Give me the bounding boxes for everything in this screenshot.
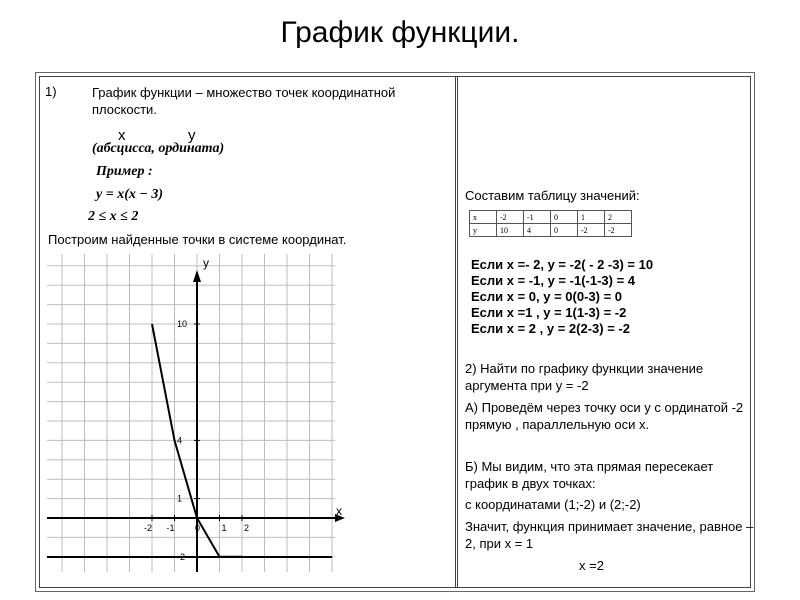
function-graph [47,254,355,572]
table-cell: y [470,224,497,237]
table-cell: -2 [605,224,632,237]
y-axis-label: y [203,256,209,270]
content-frame-inner [39,76,754,588]
table-cell: 2 [605,211,632,224]
definition-text: График функции – множество точек координатной плоскости. [92,85,396,117]
table-cell: 0 [551,211,578,224]
y-tick-label: 4 [177,435,183,446]
x-tick-label: 2 [244,523,250,533]
y-tick-label: 1 [177,493,183,504]
table-intro: Составим таблицу значений: [465,188,640,203]
task-2-text: 2) Найти по графику функции значение аргумента при y = -2 [465,361,704,393]
column-divider [455,77,458,587]
function-formula: y = x(x − 3) [96,187,163,202]
table-cell: -1 [524,211,551,224]
table-row [470,224,632,237]
step-b-coords: с координатами (1;-2) и (2;-2) [465,497,641,512]
example-label: Пример : [96,164,153,179]
item-number: 1) [45,84,57,99]
y-tick-label: -2 [177,551,186,562]
conclusion-text: Значит, функция принимает значение, равное – 2, при x = 1 [465,519,754,551]
y-tick-label: 10 [177,319,188,329]
x-tick-label: -1 [166,523,175,533]
calc-line: Если x = 0, y = 0(0-3) = 0 [471,289,623,304]
step-b-text: Б) Мы видим, что эта прямая пересекает график в двух точках: [465,459,714,491]
coord-formula: (абсцисса, ордината) [92,141,225,156]
calc-line: Если x =1 , y = 1(1-3) = -2 [471,305,627,320]
content-frame [35,72,755,592]
table-row [470,211,632,224]
x-tick-label: 1 [221,523,227,533]
table-cell: 10 [497,224,524,237]
table-cell: -2 [578,224,605,237]
domain-formula: 2 ≤ x ≤ 2 [88,209,139,224]
table-cell: 0 [551,224,578,237]
calculation-lines [471,257,653,337]
table-cell: -2 [497,211,524,224]
x-tick-label: -2 [144,523,153,533]
x-tick-label: 0 [195,523,201,533]
table-cell: x [470,211,497,224]
page-title: График функции. [280,16,520,49]
conclusion-x2: x =2 [579,558,604,573]
calc-line: Если x = -1, y = -1(-1-3) = 4 [471,273,636,288]
y-axis-arrow [193,270,201,282]
calc-line: Если x =- 2, y = -2( - 2 -3) = 10 [471,257,654,272]
grid [47,254,335,572]
step-a-text: А) Проведём через точку оси y с ординатой -2 прямую , параллельную оси x. [465,400,744,432]
x-axis-label: x [336,504,342,518]
x-letter: x [118,127,126,144]
table-cell: 4 [524,224,551,237]
y-letter: y [188,127,196,144]
build-text: Построим найденные точки в системе координат. [48,232,347,247]
table-cell: 1 [578,211,605,224]
calc-line: Если x = 2 , y = 2(2-3) = -2 [471,321,630,336]
values-table [469,210,632,237]
